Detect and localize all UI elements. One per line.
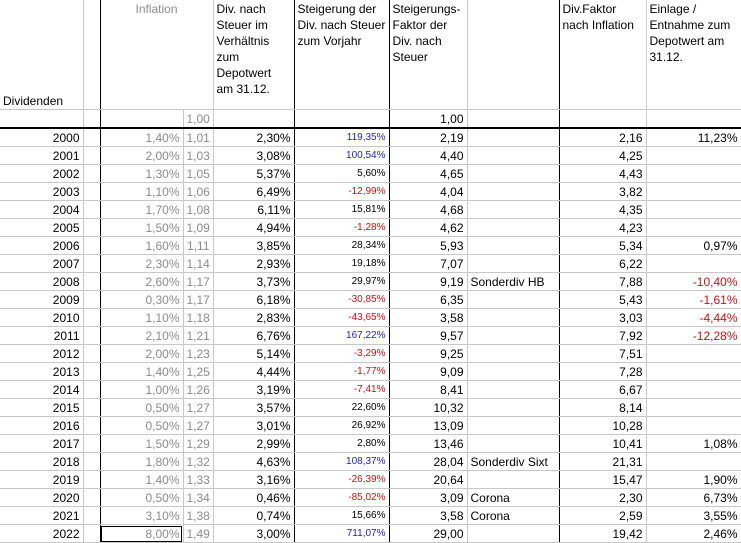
cell-inflation-factor[interactable]: 1,17 [183, 291, 213, 309]
cell-note[interactable] [467, 471, 559, 489]
table-row [0, 399, 741, 417]
cell-empty[interactable] [83, 363, 100, 381]
cell-div-ratio[interactable]: 6,76% [213, 327, 294, 345]
cell-einlage-entnahme[interactable] [646, 183, 741, 201]
cell-empty[interactable] [83, 309, 100, 327]
cell-year[interactable]: 2016 [0, 417, 83, 435]
cell-note[interactable] [467, 327, 559, 345]
cell-empty[interactable] [83, 489, 100, 507]
cell-einlage-entnahme[interactable]: 1,90% [646, 471, 741, 489]
cell-year[interactable]: 2022 [0, 525, 83, 543]
cell-div-ratio[interactable]: 4,44% [213, 363, 294, 381]
cell-steigerung[interactable]: -43,65% [294, 309, 389, 327]
cell-einlage-entnahme[interactable]: -10,40% [646, 273, 741, 291]
cell-inflation[interactable]: 2,00% [100, 147, 183, 165]
cell-steigerungsfaktor[interactable]: 28,04 [389, 453, 467, 471]
cell-inflation-factor[interactable]: 1,11 [183, 237, 213, 255]
cell-steigerungsfaktor[interactable]: 6,35 [389, 291, 467, 309]
cell-year[interactable]: 2012 [0, 345, 83, 363]
cell-einlage-entnahme[interactable] [646, 219, 741, 237]
cell-year[interactable]: 2000 [0, 128, 83, 147]
cell-div-faktor-inflation[interactable]: 10,41 [559, 435, 646, 453]
cell-inflation[interactable]: 1,40% [100, 128, 183, 147]
cell-div-faktor-inflation[interactable]: 15,47 [559, 471, 646, 489]
cell-div-ratio[interactable]: 2,30% [213, 128, 294, 147]
table-row [0, 183, 741, 201]
cell-inflation-factor[interactable]: 1,18 [183, 309, 213, 327]
cell-div-ratio[interactable]: 3,01% [213, 417, 294, 435]
cell-steigerung[interactable]: 711,07% [294, 525, 389, 543]
cell-inflation-factor[interactable]: 1,03 [183, 147, 213, 165]
cell-div-faktor-inflation[interactable]: 4,25 [559, 147, 646, 165]
cell-einlage-entnahme[interactable]: 6,73% [646, 489, 741, 507]
cell-steigerungsfaktor[interactable]: 4,62 [389, 219, 467, 237]
cell-steigerungsfaktor[interactable]: 13,46 [389, 435, 467, 453]
header-dividenden[interactable]: Dividenden [0, 0, 83, 110]
cell-empty[interactable] [83, 183, 100, 201]
cell-empty[interactable] [83, 219, 100, 237]
cell-inflation[interactable]: 1,10% [100, 183, 183, 201]
cell-inflation[interactable]: 1,80% [100, 453, 183, 471]
cell-steigerung[interactable]: 119,35% [294, 128, 389, 147]
cell-inflation-factor[interactable]: 1,49 [183, 525, 213, 543]
cell-div-ratio[interactable]: 3,57% [213, 399, 294, 417]
cell-steigerung[interactable]: 15,81% [294, 201, 389, 219]
table-row [0, 507, 741, 525]
cell-note[interactable] [467, 345, 559, 363]
cell-empty[interactable] [83, 201, 100, 219]
cell-steigerungsfaktor[interactable]: 3,58 [389, 507, 467, 525]
cell-div-ratio[interactable]: 3,00% [213, 525, 294, 543]
cell-inflation[interactable]: 1,00% [100, 381, 183, 399]
cell-note[interactable] [467, 363, 559, 381]
cell-div-faktor-inflation[interactable]: 3,03 [559, 309, 646, 327]
cell-inflation[interactable]: 1,40% [100, 471, 183, 489]
cell-inflation-factor[interactable]: 1,38 [183, 507, 213, 525]
cell-einlage-entnahme[interactable]: -12,28% [646, 327, 741, 345]
base-row [0, 110, 741, 129]
cell-year[interactable]: 2013 [0, 363, 83, 381]
cell-div-ratio[interactable]: 5,37% [213, 165, 294, 183]
cell-div-ratio[interactable]: 2,99% [213, 435, 294, 453]
cell-year[interactable]: 2014 [0, 381, 83, 399]
cell-steigerungsfaktor[interactable]: 4,04 [389, 183, 467, 201]
cell-div-ratio[interactable]: 2,83% [213, 309, 294, 327]
cell-inflation-factor[interactable]: 1,27 [183, 399, 213, 417]
table-row [0, 165, 741, 183]
cell-steigerungsfaktor[interactable]: 9,25 [389, 345, 467, 363]
cell-empty[interactable] [83, 147, 100, 165]
cell-steigerung[interactable]: -7,41% [294, 381, 389, 399]
cell-year[interactable]: 2003 [0, 183, 83, 201]
cell-div-faktor-inflation[interactable]: 4,35 [559, 201, 646, 219]
cell-einlage-entnahme[interactable]: 3,55% [646, 507, 741, 525]
cell-steigerungsfaktor[interactable]: 9,19 [389, 273, 467, 291]
cell-einlage-entnahme[interactable] [646, 381, 741, 399]
cell-note[interactable]: Sonderdiv Sixt [467, 453, 559, 471]
cell-inflation[interactable]: 1,30% [100, 165, 183, 183]
cell-note[interactable] [467, 255, 559, 273]
base-cell[interactable] [0, 110, 83, 129]
header-note[interactable] [467, 0, 559, 110]
cell-div-faktor-inflation[interactable]: 7,28 [559, 363, 646, 381]
table-row [0, 345, 741, 363]
cell-einlage-entnahme[interactable] [646, 201, 741, 219]
table-row [0, 309, 741, 327]
cell-einlage-entnahme[interactable] [646, 363, 741, 381]
cell-steigerung[interactable]: -1,77% [294, 363, 389, 381]
base-infl-factor[interactable]: 1,00 [183, 110, 213, 129]
cell-div-ratio[interactable]: 4,94% [213, 219, 294, 237]
cell-year[interactable]: 2006 [0, 237, 83, 255]
base-cell[interactable] [467, 110, 559, 129]
cell-steigerungsfaktor[interactable]: 10,32 [389, 399, 467, 417]
cell-note[interactable] [467, 525, 559, 543]
cell-steigerungsfaktor[interactable]: 4,68 [389, 201, 467, 219]
header-einlage-entnahme[interactable]: Einlage / Entnahme zum Depotwert am 31.12. [646, 0, 741, 110]
cell-einlage-entnahme[interactable]: -4,44% [646, 309, 741, 327]
cell-steigerungsfaktor[interactable]: 4,65 [389, 165, 467, 183]
cell-steigerungsfaktor[interactable]: 9,09 [389, 363, 467, 381]
cell-div-faktor-inflation[interactable]: 2,30 [559, 489, 646, 507]
cell-steigerungsfaktor[interactable]: 3,09 [389, 489, 467, 507]
cell-steigerungsfaktor[interactable]: 4,40 [389, 147, 467, 165]
cell-div-ratio[interactable]: 3,16% [213, 471, 294, 489]
cell-div-faktor-inflation[interactable]: 7,51 [559, 345, 646, 363]
table-row [0, 237, 741, 255]
cell-year[interactable]: 2009 [0, 291, 83, 309]
cell-steigerung[interactable]: 108,37% [294, 453, 389, 471]
cell-empty[interactable] [83, 128, 100, 147]
cell-year[interactable]: 2011 [0, 327, 83, 345]
cell-div-faktor-inflation[interactable]: 5,43 [559, 291, 646, 309]
cell-empty[interactable] [83, 345, 100, 363]
cell-steigerung[interactable]: 22,60% [294, 399, 389, 417]
cell-einlage-entnahme[interactable] [646, 165, 741, 183]
cell-year[interactable]: 2019 [0, 471, 83, 489]
table-row [0, 435, 741, 453]
cell-note[interactable] [467, 237, 559, 255]
cell-year[interactable]: 2005 [0, 219, 83, 237]
cell-inflation-factor[interactable]: 1,29 [183, 435, 213, 453]
table-row [0, 525, 741, 543]
cell-div-faktor-inflation[interactable]: 4,23 [559, 219, 646, 237]
cell-note[interactable] [467, 291, 559, 309]
cell-div-faktor-inflation[interactable]: 2,16 [559, 128, 646, 147]
cell-steigerung[interactable]: 15,66% [294, 507, 389, 525]
cell-inflation-factor[interactable]: 1,06 [183, 183, 213, 201]
cell-inflation[interactable]: 2,60% [100, 273, 183, 291]
header-div-ratio[interactable]: Div. nach Steuer im Verhältnis zum Depotwert am 31.12. [213, 0, 294, 110]
cell-div-ratio[interactable]: 3,08% [213, 147, 294, 165]
table-row [0, 273, 741, 291]
cell-steigerungsfaktor[interactable]: 13,09 [389, 417, 467, 435]
header-empty[interactable] [83, 0, 100, 110]
base-div-factor[interactable]: 1,00 [389, 110, 467, 129]
cell-einlage-entnahme[interactable] [646, 345, 741, 363]
cell-year[interactable]: 2017 [0, 435, 83, 453]
cell-inflation[interactable]: 1,50% [100, 435, 183, 453]
cell-empty[interactable] [83, 399, 100, 417]
header-steigerungsfaktor[interactable]: Steigerungs-Faktor der Div. nach Steuer [389, 0, 467, 110]
cell-inflation-factor[interactable]: 1,17 [183, 273, 213, 291]
cell-empty[interactable] [83, 525, 100, 543]
cell-einlage-entnahme[interactable] [646, 417, 741, 435]
cell-steigerungsfaktor[interactable]: 29,00 [389, 525, 467, 543]
table-row [0, 381, 741, 399]
cell-inflation[interactable]: 0,50% [100, 417, 183, 435]
cell-inflation[interactable]: 0,50% [100, 399, 183, 417]
cell-year[interactable]: 2002 [0, 165, 83, 183]
cell-div-faktor-inflation[interactable]: 7,88 [559, 273, 646, 291]
table-row [0, 147, 741, 165]
cell-inflation[interactable]: 1,40% [100, 363, 183, 381]
cell-div-faktor-inflation[interactable]: 6,67 [559, 381, 646, 399]
cell-div-faktor-inflation[interactable]: 4,43 [559, 165, 646, 183]
header-div-faktor-inflation[interactable]: Div.Faktor nach Inflation [559, 0, 646, 110]
table-row [0, 291, 741, 309]
cell-empty[interactable] [83, 471, 100, 489]
cell-year[interactable]: 2001 [0, 147, 83, 165]
cell-inflation-factor[interactable]: 1,25 [183, 363, 213, 381]
header-steigerung[interactable]: Steigerung der Div. nach Steuer zum Vorjahr [294, 0, 389, 110]
cell-inflation-factor[interactable]: 1,27 [183, 417, 213, 435]
cell-steigerungsfaktor[interactable]: 7,07 [389, 255, 467, 273]
cell-inflation-factor[interactable]: 1,05 [183, 165, 213, 183]
cell-inflation-factor[interactable]: 1,23 [183, 345, 213, 363]
base-cell[interactable] [559, 110, 646, 129]
cell-steigerung[interactable]: 5,60% [294, 165, 389, 183]
cell-empty[interactable] [83, 507, 100, 525]
cell-steigerung[interactable]: 19,18% [294, 255, 389, 273]
cell-empty[interactable] [83, 237, 100, 255]
cell-year[interactable]: 2021 [0, 507, 83, 525]
cell-note[interactable] [467, 128, 559, 147]
table-row [0, 219, 741, 237]
cell-year[interactable]: 2015 [0, 399, 83, 417]
cell-steigerung[interactable]: -12,99% [294, 183, 389, 201]
cell-inflation[interactable]: 3,10% [100, 507, 183, 525]
header-inflation[interactable]: Inflation [100, 0, 213, 110]
cell-div-faktor-inflation[interactable]: 2,59 [559, 507, 646, 525]
cell-div-faktor-inflation[interactable]: 21,31 [559, 453, 646, 471]
cell-steigerung[interactable]: 26,92% [294, 417, 389, 435]
cell-div-ratio[interactable]: 5,14% [213, 345, 294, 363]
cell-steigerung[interactable]: 100,54% [294, 147, 389, 165]
cell-year[interactable]: 2020 [0, 489, 83, 507]
table-row [0, 363, 741, 381]
cell-year[interactable]: 2004 [0, 201, 83, 219]
cell-steigerungsfaktor[interactable]: 3,58 [389, 309, 467, 327]
cell-steigerungsfaktor[interactable]: 5,93 [389, 237, 467, 255]
cell-div-ratio[interactable]: 4,63% [213, 453, 294, 471]
cell-note[interactable] [467, 435, 559, 453]
cell-div-faktor-inflation[interactable]: 3,82 [559, 183, 646, 201]
cell-inflation[interactable]: 1,70% [100, 201, 183, 219]
cell-steigerung[interactable]: 28,34% [294, 237, 389, 255]
cell-empty[interactable] [83, 291, 100, 309]
cell-inflation-factor[interactable]: 1,26 [183, 381, 213, 399]
cell-empty[interactable] [83, 327, 100, 345]
table-row [0, 201, 741, 219]
cell-einlage-entnahme[interactable] [646, 147, 741, 165]
cell-steigerung[interactable]: -3,29% [294, 345, 389, 363]
cell-empty[interactable] [83, 255, 100, 273]
base-cell[interactable] [294, 110, 389, 129]
cell-einlage-entnahme[interactable] [646, 453, 741, 471]
cell-note[interactable]: Sonderdiv HB [467, 273, 559, 291]
cell-div-faktor-inflation[interactable]: 6,22 [559, 255, 646, 273]
cell-steigerung[interactable]: -85,02% [294, 489, 389, 507]
cell-steigerungsfaktor[interactable]: 9,57 [389, 327, 467, 345]
cell-div-faktor-inflation[interactable]: 7,92 [559, 327, 646, 345]
cell-inflation[interactable]: 8,00% [100, 525, 183, 543]
cell-div-ratio[interactable]: 0,74% [213, 507, 294, 525]
cell-einlage-entnahme[interactable]: -1,61% [646, 291, 741, 309]
cell-inflation[interactable]: 0,50% [100, 489, 183, 507]
table-row [0, 453, 741, 471]
table-row [0, 417, 741, 435]
base-cell[interactable] [100, 110, 183, 129]
cell-year[interactable]: 2008 [0, 273, 83, 291]
cell-note[interactable] [467, 183, 559, 201]
cell-div-ratio[interactable]: 3,73% [213, 273, 294, 291]
cell-einlage-entnahme[interactable]: 2,46% [646, 525, 741, 543]
cell-div-faktor-inflation[interactable]: 19,42 [559, 525, 646, 543]
base-cell[interactable] [646, 110, 741, 129]
cell-note[interactable] [467, 399, 559, 417]
cell-div-faktor-inflation[interactable]: 5,34 [559, 237, 646, 255]
cell-note[interactable]: Corona [467, 507, 559, 525]
cell-einlage-entnahme[interactable]: 1,08% [646, 435, 741, 453]
cell-year[interactable]: 2010 [0, 309, 83, 327]
cell-inflation[interactable]: 2,10% [100, 327, 183, 345]
cell-div-ratio[interactable]: 6,49% [213, 183, 294, 201]
cell-inflation[interactable]: 1,10% [100, 309, 183, 327]
cell-inflation-factor[interactable]: 1,34 [183, 489, 213, 507]
table-row [0, 128, 741, 147]
cell-note[interactable]: Corona [467, 489, 559, 507]
cell-inflation[interactable]: 2,00% [100, 345, 183, 363]
cell-inflation-factor[interactable]: 1,21 [183, 327, 213, 345]
cell-inflation[interactable]: 2,30% [100, 255, 183, 273]
cell-steigerung[interactable]: -30,85% [294, 291, 389, 309]
cell-steigerungsfaktor[interactable]: 8,41 [389, 381, 467, 399]
cell-empty[interactable] [83, 381, 100, 399]
cell-note[interactable] [467, 165, 559, 183]
cell-div-ratio[interactable]: 3,85% [213, 237, 294, 255]
cell-empty[interactable] [83, 165, 100, 183]
cell-inflation-factor[interactable]: 1,09 [183, 219, 213, 237]
cell-steigerung[interactable]: 29,97% [294, 273, 389, 291]
cell-year[interactable]: 2018 [0, 453, 83, 471]
cell-empty[interactable] [83, 273, 100, 291]
table-row [0, 471, 741, 489]
cell-note[interactable] [467, 381, 559, 399]
cell-steigerung[interactable]: 167,22% [294, 327, 389, 345]
cell-empty[interactable] [83, 417, 100, 435]
cell-inflation-factor[interactable]: 1,08 [183, 201, 213, 219]
header-row [0, 0, 741, 110]
cell-inflation[interactable]: 0,30% [100, 291, 183, 309]
cell-note[interactable] [467, 147, 559, 165]
cell-inflation[interactable]: 1,50% [100, 219, 183, 237]
cell-steigerungsfaktor[interactable]: 20,64 [389, 471, 467, 489]
cell-inflation[interactable]: 1,60% [100, 237, 183, 255]
cell-div-ratio[interactable]: 0,46% [213, 489, 294, 507]
cell-einlage-entnahme[interactable] [646, 399, 741, 417]
cell-div-ratio[interactable]: 3,19% [213, 381, 294, 399]
cell-inflation-factor[interactable]: 1,14 [183, 255, 213, 273]
cell-year[interactable]: 2007 [0, 255, 83, 273]
cell-empty[interactable] [83, 435, 100, 453]
cell-div-ratio[interactable]: 6,11% [213, 201, 294, 219]
base-cell[interactable] [213, 110, 294, 129]
cell-empty[interactable] [83, 453, 100, 471]
cell-inflation-factor[interactable]: 1,32 [183, 453, 213, 471]
cell-note[interactable] [467, 219, 559, 237]
cell-einlage-entnahme[interactable] [646, 255, 741, 273]
cell-note[interactable] [467, 309, 559, 327]
cell-inflation-factor[interactable]: 1,33 [183, 471, 213, 489]
cell-einlage-entnahme[interactable]: 11,23% [646, 128, 741, 147]
cell-div-faktor-inflation[interactable]: 10,28 [559, 417, 646, 435]
cell-div-ratio[interactable]: 6,18% [213, 291, 294, 309]
cell-einlage-entnahme[interactable]: 0,97% [646, 237, 741, 255]
cell-steigerungsfaktor[interactable]: 2,19 [389, 128, 467, 147]
cell-div-faktor-inflation[interactable]: 8,14 [559, 399, 646, 417]
cell-steigerung[interactable]: 2,80% [294, 435, 389, 453]
cell-note[interactable] [467, 417, 559, 435]
table-row [0, 327, 741, 345]
cell-steigerung[interactable]: -1,28% [294, 219, 389, 237]
base-cell[interactable] [83, 110, 100, 129]
cell-note[interactable] [467, 201, 559, 219]
table-row [0, 255, 741, 273]
cell-div-ratio[interactable]: 2,93% [213, 255, 294, 273]
table-row [0, 489, 741, 507]
cell-inflation-factor[interactable]: 1,01 [183, 128, 213, 147]
cell-steigerung[interactable]: -26,39% [294, 471, 389, 489]
